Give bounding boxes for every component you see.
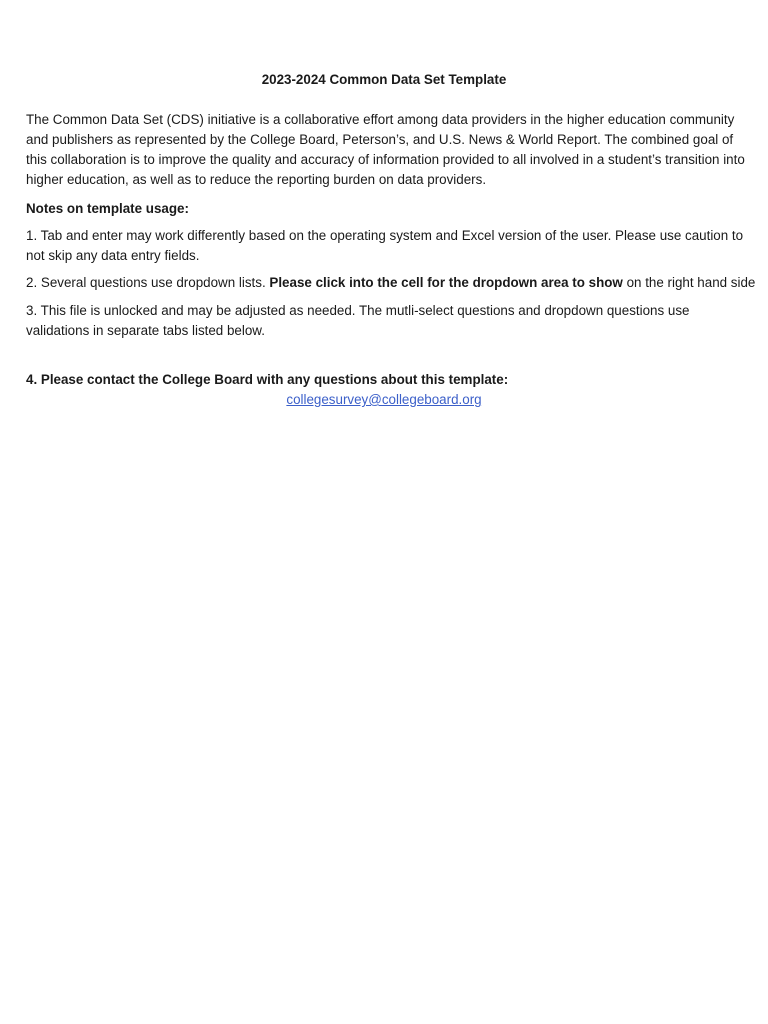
note-2-suffix: on the right hand side	[622, 275, 756, 290]
note-2-prefix: 2. Several questions use dropdown lists.	[26, 275, 270, 290]
intro-paragraph: The Common Data Set (CDS) initiative is a collaborative effort among data providers in the higher education community and publishers as represented by the College Board, Peterson’s, and U.S. News & World Report. The combined goal of this collaboration is to improve the quality and accuracy of information provided to all involved in a student’s transition into higher education, as well as to reduce the reporting burden on data providers.	[26, 112, 745, 187]
note-item-1: 1. Tab and enter may work differently based on the operating system and Excel version of the user. Please use caution to not skip any data entry fields.	[26, 228, 744, 263]
note-item-2	[26, 273, 768, 293]
contact-email-container	[0, 390, 768, 410]
note-item-3: 3. This file is unlocked and may be adjusted as needed. The mutli-select questions and dropdown questions use validations in separate tabs listed below.	[26, 303, 690, 338]
document-title: 2023-2024 Common Data Set Template	[261, 72, 507, 87]
contact-email-link[interactable]: collegesurvey@collegeboard.org	[286, 392, 482, 407]
note-2-bold: Please click into the cell for the dropdown area to show	[269, 275, 623, 290]
note-item-4: 4. Please contact the College Board with any questions about this template:	[26, 372, 509, 387]
notes-heading: Notes on template usage:	[26, 201, 189, 216]
